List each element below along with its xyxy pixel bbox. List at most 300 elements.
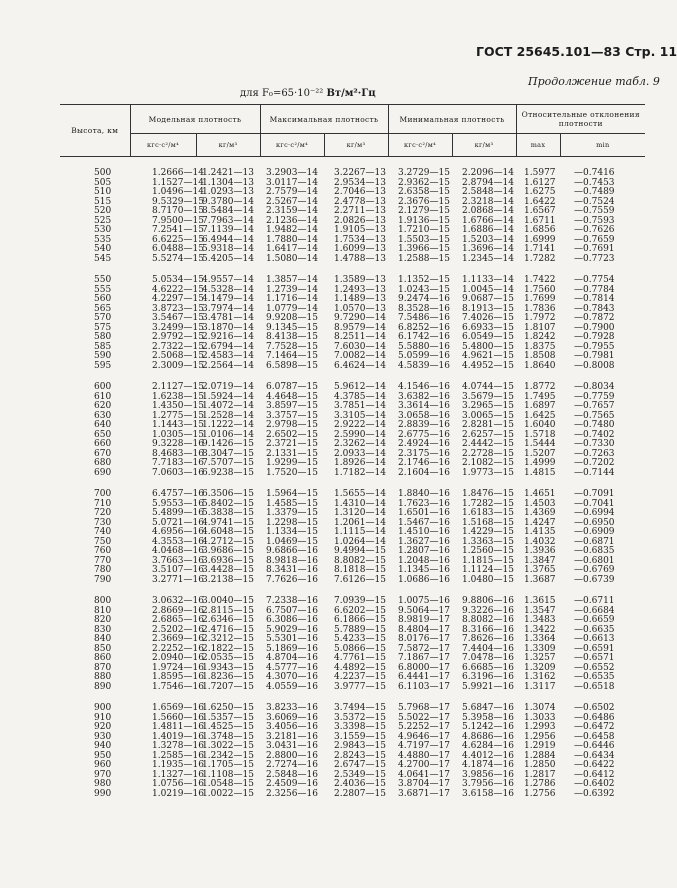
value-cell: 2.3159—14 [266,206,318,216]
altitude-cell: 740 [94,527,112,537]
value-cell: 3.5372—15 [334,712,386,723]
altitude-cell: 810 [94,605,112,616]
value-cell: 2.8669—16 [152,605,204,616]
value-cell: 1.3687 [524,574,556,585]
value-cell: 1.0305—15 [152,429,204,440]
value-cell: 8.4683—16 [152,448,204,459]
value-cell: 2.9843—15 [334,741,386,751]
value-cell: 1.6999 [524,234,556,245]
value-cell: 7.1464—15 [266,351,318,361]
value-cell: 1.6856 [524,225,556,235]
value-cell: 1.3309 [524,643,556,654]
value-cell: 1.5503—15 [398,234,450,245]
value-cell: 4.0744—15 [462,382,514,392]
value-cell: 1.3966—15 [398,244,450,254]
value-cell: 4.0641—17 [398,769,450,780]
altitude-cell: 750 [94,536,112,547]
value-cell: 2.1331—15 [266,448,318,459]
value-cell: 1.3209 [524,662,556,673]
value-cell: 1.9299—15 [266,458,318,468]
value-cell: 1.7560 [524,284,556,295]
value-cell: 4.6222—15 [152,284,204,295]
table-body [60,157,645,800]
value-cell: —0.7559 [574,206,615,216]
value-cell: 5.0866—15 [334,643,386,654]
altitude-cell: 770 [94,555,112,566]
altitude-cell: 590 [94,351,112,361]
table-row [60,790,645,800]
value-cell: 2.3669—16 [152,634,204,644]
value-cell: 4.5777—16 [266,662,318,673]
value-cell: 4.6956—16 [152,527,204,537]
value-cell: 3.2965—15 [462,401,514,411]
value-cell: 3.6936—15 [202,555,254,566]
value-cell: 7.1139—14 [202,225,254,235]
unit-header: кгс·с²/м⁴ [130,134,196,157]
value-cell: —0.6739 [574,574,615,585]
value-cell: 1.7699 [524,294,556,304]
value-cell: 6.6685—16 [462,662,514,673]
value-cell: 3.7663—16 [152,555,204,566]
value-cell: 9.5329—15 [152,196,204,207]
value-cell: 2.2096—14 [462,168,514,178]
value-cell: —0.6472 [574,722,615,732]
value-cell: 2.1279—15 [398,206,450,216]
value-cell: 4.2700—17 [398,760,450,770]
value-cell: 3.4781—14 [202,313,254,323]
value-cell: —0.7453 [574,177,615,188]
value-cell: 1.0075—16 [398,596,450,606]
value-cell: 1.0243—15 [398,284,450,295]
value-cell: —0.6412 [574,769,615,780]
value-cell: 1.8242 [524,332,556,342]
value-cell: —0.7416 [574,168,615,178]
value-cell: 1.0548—15 [202,779,254,789]
value-cell: 6.5898—15 [266,360,318,371]
value-cell: 6.4624—14 [334,360,386,371]
value-cell: —0.7754 [574,275,615,285]
value-cell: 1.8640 [524,360,556,371]
value-cell: 1.4651 [524,489,556,499]
value-cell: 1.2666—14 [152,168,204,178]
value-cell: 3.8597—15 [266,401,318,411]
value-cell: 8.1913—15 [462,303,514,314]
value-cell: 3.2903—14 [266,168,318,178]
value-cell: —0.6835 [574,546,615,556]
value-cell: 2.6775—16 [398,429,450,440]
value-cell: 2.4036—15 [334,779,386,789]
value-cell: 1.3483 [524,615,556,625]
value-cell: 1.8375 [524,341,556,352]
unit-header: кг/м³ [324,134,388,157]
value-cell: 2.2807—15 [334,788,386,799]
value-cell: —0.8034 [574,382,615,392]
altitude-cell: 520 [94,206,112,216]
value-cell: —0.7593 [574,215,615,226]
value-cell: 4.3785—14 [334,391,386,402]
value-cell: —0.6422 [574,760,615,770]
value-cell: 2.8243—15 [334,750,386,761]
value-cell: 1.0496—14 [152,187,204,197]
value-cell: 3.1559—15 [334,731,386,742]
altitude-cell: 960 [94,760,112,770]
value-cell: 8.3047—15 [202,448,254,459]
value-cell: —0.6458 [574,731,615,742]
value-cell: 1.6886—14 [462,225,514,235]
value-cell: 1.8772 [524,382,556,392]
value-cell: 1.4503 [524,498,556,509]
condition-prefix: для F₀=65·10⁻²² [240,88,327,99]
value-cell: 2.6747—15 [334,760,386,770]
value-cell: 2.8839—16 [398,420,450,430]
value-cell: 1.0480—15 [462,574,514,585]
value-cell: 5.1869—16 [266,643,318,654]
value-cell: 1.6040 [524,420,556,430]
value-cell: 2.8800—16 [266,750,318,761]
value-cell: —0.7981 [574,351,615,361]
value-cell: —0.6535 [574,672,615,682]
value-cell: 3.0117—14 [266,177,318,188]
value-cell: 1.6417—14 [266,244,318,254]
altitude-cell: 890 [94,681,112,692]
value-cell: 1.3696—14 [462,244,514,254]
value-cell: 5.6847—16 [462,703,514,713]
value-cell: 1.4032 [524,536,556,547]
min-header: min [560,134,645,157]
altitude-cell: 780 [94,565,112,575]
value-cell: 6.0787—15 [266,382,318,392]
value-cell: 1.4247 [524,517,556,528]
value-cell: 1.1327—16 [152,769,204,780]
value-cell: 1.5203—14 [462,234,514,245]
value-cell: 9.7290—14 [334,313,386,323]
value-cell: 7.2338—16 [266,596,318,606]
value-cell: 8.9818—16 [266,555,318,566]
value-cell: 3.7956—16 [462,779,514,789]
altitude-cell: 920 [94,722,112,732]
value-cell: —0.7843 [574,303,615,314]
value-cell: —0.6950 [574,517,615,528]
value-cell: 1.8595—16 [152,672,204,682]
value-cell: 1.3117 [524,681,556,692]
value-cell: 3.3757—15 [266,410,318,421]
value-cell: 5.9612—14 [334,382,386,392]
table-row [60,576,645,586]
value-cell: 4.3070—16 [266,672,318,682]
value-cell: 1.7182—14 [334,467,386,478]
value-cell: 1.4788—13 [334,253,386,264]
value-cell: 2.3262—14 [334,439,386,449]
table-row [60,469,645,479]
value-cell: 3.9686—15 [202,546,254,556]
value-cell: 1.0022—15 [202,788,254,799]
value-cell: 2.4716—15 [202,624,254,635]
value-cell: 1.1133—14 [462,275,514,285]
altitude-cell: 970 [94,769,112,780]
value-cell: 1.3422 [524,624,556,635]
value-cell: —0.7657 [574,401,615,411]
value-cell: 9.9208—15 [266,313,318,323]
value-cell: 6.1742—16 [398,332,450,342]
value-cell: 6.3506—15 [202,489,254,499]
value-cell: 1.1124—15 [462,565,514,575]
value-cell: —0.8008 [574,360,615,371]
value-cell: 1.1304—13 [202,177,254,188]
value-cell: 3.0658—16 [398,410,450,421]
value-cell: 2.4778—13 [334,196,386,207]
altitude-cell: 630 [94,410,112,421]
altitude-cell: 565 [94,303,112,314]
value-cell: —0.7565 [574,410,615,421]
value-cell: 1.2739—14 [266,284,318,295]
value-cell: 1.1115—14 [334,527,386,537]
value-cell: 3.2771—16 [152,574,204,585]
value-cell: 6.6225—15 [152,234,204,245]
value-cell: —0.7784 [574,284,615,295]
value-cell: 1.7534—13 [334,234,386,245]
altitude-cell: 600 [94,382,112,392]
value-cell: 5.9318—14 [202,244,254,254]
value-cell: 1.8508 [524,351,556,361]
altitude-cell: 505 [94,177,112,188]
value-cell: 1.7282—15 [462,498,514,509]
value-cell: 1.2493—13 [334,284,386,295]
table-condition [240,88,376,99]
value-cell: 3.8233—16 [266,703,318,713]
value-cell: 1.3120—14 [334,508,386,518]
value-cell: 3.2181—16 [266,731,318,742]
value-cell: 2.7322—15 [152,341,204,352]
value-cell: 2.7579—14 [266,187,318,197]
value-cell: 7.4404—16 [462,643,514,654]
value-cell: 1.2061—14 [334,517,386,528]
value-cell: 1.2807—16 [398,546,450,556]
value-cell: 1.6099—13 [334,244,386,254]
value-cell: —0.6571 [574,653,615,663]
value-cell: 5.5274—15 [152,253,204,264]
value-cell: 1.7422 [524,275,556,285]
altitude-cell: 515 [94,196,112,207]
value-cell: 2.9216—14 [202,332,254,342]
value-cell: 1.0779—14 [266,303,318,314]
altitude-cell: 575 [94,322,112,333]
value-cell: 1.0570—13 [334,303,386,314]
value-cell: 1.3022—15 [202,741,254,751]
value-cell: 2.0535—15 [202,653,254,663]
value-cell: 1.2956 [524,731,556,742]
value-cell: 1.4585—15 [266,498,318,509]
value-cell: 7.7183—16 [152,458,204,468]
value-cell: 1.4310—14 [334,498,386,509]
condition-unit: Вт/м²·Гц [326,88,376,99]
value-cell: 6.0549—15 [462,332,514,342]
value-cell: 1.3033 [524,712,556,723]
value-cell: 1.5718 [524,429,556,440]
value-cell: 5.5022—17 [398,712,450,723]
value-cell: 1.4229—15 [462,527,514,537]
value-cell: 6.3196—16 [462,672,514,682]
value-cell: —0.6434 [574,750,615,761]
value-cell: 1.2585—16 [152,750,204,761]
value-cell: 1.0045—14 [462,284,514,295]
value-cell: 7.2541—15 [152,225,204,235]
value-cell: 2.0826—13 [334,215,386,226]
value-cell: —0.7202 [574,458,615,468]
value-cell: 1.2588—15 [398,253,450,264]
value-cell: 5.4800—15 [462,341,514,352]
value-cell: 2.1822—15 [202,643,254,654]
value-cell: 1.3257 [524,653,556,663]
value-cell: 2.5990—14 [334,429,386,440]
table-continuation-label: Продолжение табл. 9 [528,75,660,88]
value-cell: 1.3627—16 [398,536,450,547]
altitude-cell: 535 [94,234,112,245]
value-cell: 9.1345—15 [266,322,318,333]
value-cell: 1.1489—13 [334,294,386,304]
value-cell: 7.0939—15 [334,596,386,606]
value-cell: 9.4994—15 [334,546,386,556]
value-cell: —0.6392 [574,788,615,799]
value-cell: 3.0065—15 [462,410,514,421]
value-cell: 1.0293—13 [202,187,254,197]
value-cell: 8.3528—16 [398,303,450,314]
value-cell: —0.6446 [574,741,615,751]
value-cell: 1.4811—16 [152,722,204,732]
value-cell: 1.7495 [524,391,556,402]
value-cell: 3.8723—15 [152,303,204,314]
mean-density-header: Модельная плотность [130,105,260,134]
value-cell: 3.7851—14 [334,401,386,411]
value-cell: 3.4056—16 [266,722,318,732]
altitude-cell: 880 [94,672,112,682]
value-cell: —0.6711 [574,596,615,606]
altitude-cell: 990 [94,788,112,799]
value-cell: 1.7623—16 [398,498,450,509]
value-cell: 5.9029—16 [266,624,318,635]
value-cell: 1.4072—14 [202,401,254,411]
value-cell: —0.6502 [574,703,615,713]
value-cell: 2.3721—15 [266,439,318,449]
value-cell: 1.8107 [524,322,556,333]
value-cell: 1.1108—15 [202,769,254,780]
altitude-cell: 940 [94,741,112,751]
value-cell: 1.6501—16 [398,508,450,518]
value-cell: 2.9362—15 [398,177,450,188]
value-cell: 1.3765 [524,565,556,575]
value-cell: 2.1746—16 [398,458,450,468]
value-cell: 6.0488—15 [152,244,204,254]
value-cell: 5.0721—16 [152,517,204,528]
value-cell: 8.2511—14 [334,332,386,342]
value-cell: 2.1604—16 [398,467,450,478]
value-cell: 2.5202—16 [152,624,204,635]
value-cell: 9.8806—16 [462,596,514,606]
value-cell: 9.3780—14 [202,196,254,207]
value-cell: 2.7274—16 [266,760,318,770]
value-cell: 1.6127 [524,177,556,188]
altitude-cell: 690 [94,467,112,478]
value-cell: 8.9819—17 [398,615,450,625]
value-cell: 1.2919 [524,741,556,751]
value-cell: 4.9646—17 [398,731,450,742]
value-cell: 5.4899—16 [152,508,204,518]
value-cell: 1.3074 [524,703,556,713]
value-cell: 9.0687—15 [462,294,514,304]
value-cell: 3.0632—16 [152,596,204,606]
value-cell: 6.1103—17 [398,681,450,692]
value-cell: 9.6866—16 [266,546,318,556]
altitude-cell: 540 [94,244,112,254]
value-cell: 1.1705—15 [202,760,254,770]
value-cell: —0.7330 [574,439,615,449]
value-cell: 1.5660—16 [152,712,204,723]
value-cell: 2.6865—16 [152,615,204,625]
value-cell: 1.7282 [524,253,556,264]
value-cell: 3.2138—15 [202,574,254,585]
value-cell: 7.7626—16 [266,574,318,585]
value-cell: 1.6569—16 [152,703,204,713]
value-cell: 2.8794—14 [462,177,514,188]
value-cell: 7.1867—17 [398,653,450,663]
value-cell: 1.5964—15 [266,489,318,499]
altitude-header: Высота, км [60,105,130,157]
value-cell: 1.1443—15 [152,420,204,430]
min-density-header: Минимальная плотность [388,105,516,134]
value-cell: 2.4583—14 [202,351,254,361]
value-cell: 1.3847 [524,555,556,566]
value-cell: 8.8082—16 [462,615,514,625]
value-cell: 5.0534—15 [152,275,204,285]
value-cell: 3.1870—14 [202,322,254,333]
value-cell: 9.1426—15 [202,439,254,449]
value-cell: 2.4509—16 [266,779,318,789]
value-cell: 6.1866—15 [334,615,386,625]
value-cell: 1.6766—14 [462,215,514,226]
value-cell: 1.1222—14 [202,420,254,430]
value-cell: 5.8402—15 [202,498,254,509]
value-cell: 1.8236—15 [202,672,254,682]
value-cell: 2.3676—15 [398,196,450,207]
value-cell: 1.0469—15 [266,536,318,547]
value-cell: 2.2252—16 [152,643,204,654]
value-cell: 1.2298—15 [266,517,318,528]
value-cell: —0.7402 [574,429,615,440]
value-cell: 1.8840—16 [398,489,450,499]
altitude-cell: 620 [94,401,112,411]
value-cell: 1.5924—14 [202,391,254,402]
altitude-cell: 720 [94,508,112,518]
value-cell: 1.4135 [524,527,556,537]
value-cell: 1.0264—14 [334,536,386,547]
value-cell: 1.6567 [524,206,556,216]
value-cell: 1.1345—16 [398,565,450,575]
unit-header: кгс·с²/м⁴ [388,134,452,157]
value-cell: 1.6183—15 [462,508,514,518]
value-cell: —0.7928 [574,332,615,342]
value-cell: 2.3009—15 [152,360,204,371]
value-cell: 1.3936 [524,546,556,556]
value-cell: 1.8476—15 [462,489,514,499]
value-cell: 2.6794—14 [202,341,254,352]
value-cell: 2.1082—15 [462,458,514,468]
altitude-cell: 550 [94,275,112,285]
value-cell: 4.4892—15 [334,662,386,673]
value-cell: 2.5267—14 [266,196,318,207]
value-cell: 1.2560—15 [462,546,514,556]
value-cell: 3.2729—15 [398,168,450,178]
altitude-cell: 610 [94,391,112,402]
altitude-cell: 710 [94,498,112,509]
